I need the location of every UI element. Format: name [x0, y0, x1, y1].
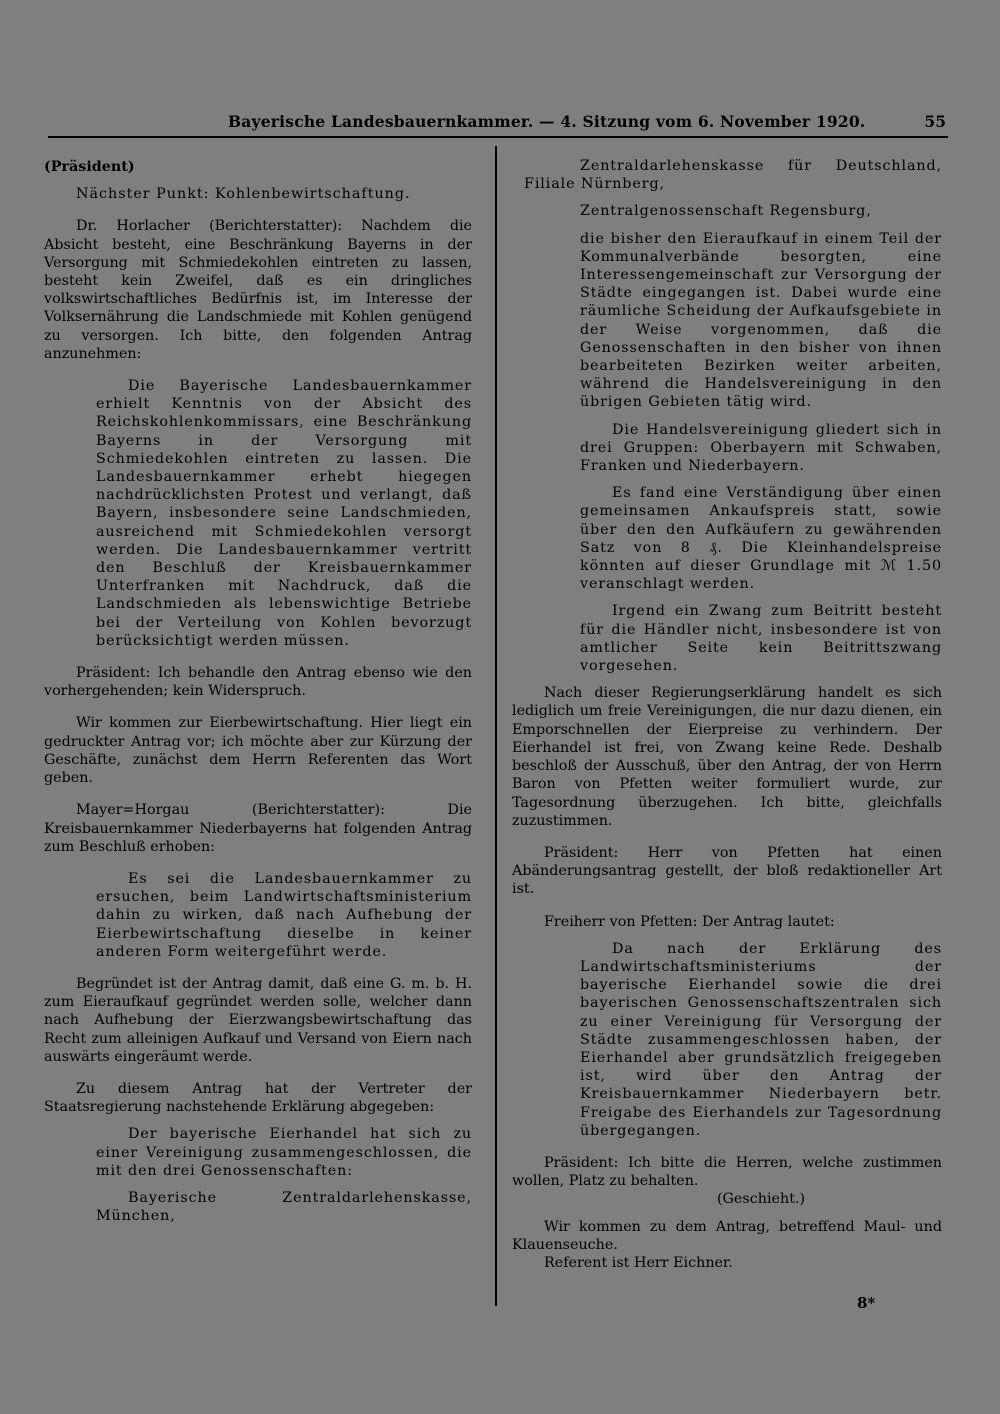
- signature-mark: 8*: [857, 1294, 876, 1312]
- quoted-declaration: Der bayerische Eierhandel hat sich zu einer Vereinigung zusammengeschlossen, die mit den drei Genossenschaften:: [96, 1126, 472, 1179]
- paragraph: Referent ist Herr Eichner.: [544, 1254, 733, 1271]
- quoted-declaration: Zentralgenossenschaft Regensburg,: [580, 203, 872, 220]
- header-title: Bayerische Landesbauernkammer. — 4. Sitzung vom 6. November 1920.: [228, 112, 866, 131]
- quoted-declaration: Es fand eine Verständigung über einen gemeinsamen Ankaufspreis statt, sowie über den den Aufkäufern zu gewährenden Satz von 8 ₰. Die Kleinhandelspreise könnten auf dieser Grundlage mit ℳ 1.50 veranschlagt werden.: [580, 485, 942, 593]
- paragraph: Präsident: Herr von Pfetten hat einen Abänderungsantrag gestellt, der bloß redaktioneller Art ist.: [512, 844, 942, 898]
- paragraph: Begründet ist der Antrag damit, daß eine G. m. b. H. zum Eieraufkauf gegründet werden solle, welcher dann nach Aufhebung der Eierzwangsbewirtschaftung das Recht zum alleinigen Aufkauf und Versand von Eiern nach auswärts eingeräumt werde.: [44, 975, 472, 1065]
- paragraph: Nach dieser Regierungserklärung handelt es sich lediglich um freie Vereinigungen, die nur dazu dienen, ein Emporschnellen der Eierpreise zu verhindern. Der Eierhandel ist frei, von Zwang keine Rede. Deshalb beschloß der Ausschuß, über den Antrag, der von Herrn Baron von Pfetten weiter formuliert wurde, zur Tagesordnung überzugehen. Ich bitte, gleichfalls zuzustimmen.: [512, 685, 942, 829]
- quoted-declaration: Irgend ein Zwang zum Beitritt besteht für die Händler nicht, insbesondere ist von amtlicher Seite kein Beitrittszwang vorgesehen.: [580, 603, 942, 675]
- quoted-declaration: die bisher den Eieraufkauf in einem Teil der Kommunalverbände besorgten, eine Interessengemeinschaft zur Versorgung der Städte eingegangen ist. Dabei wurde eine räumliche Scheidung der Aufkaufsgebiete in der Weise vorgenommen, daß die Genossenschaften in den bisher von ihnen bearbeiteten Bezirken weiter arbeiten, während die Handelsvereinigung in den übrigen Gebieten tätig wird.: [580, 230, 942, 411]
- quoted-motion: Es sei die Landesbauernkammer zu ersuchen, beim Landwirtschaftsministerium dahin zu wirken, daß nach Aufhebung der Eierbewirtschaftung dieselbe in keiner anderen Form weitergeführt werde.: [96, 870, 472, 960]
- quoted-declaration: Zentraldarlehenskasse für Deutschland, Filiale Nürnberg,: [524, 158, 942, 193]
- page-number: 55: [924, 112, 946, 131]
- agenda-item: Nächster Punkt: Kohlenbewirtschaftung.: [76, 186, 411, 203]
- interjection: (Geschieht.): [716, 1191, 806, 1208]
- paragraph: Wir kommen zu dem Antrag, betreffend Maul- und Klauenseuche.: [512, 1218, 942, 1253]
- left-column: [44, 158, 472, 1225]
- paragraph: Präsident: Ich behandle den Antrag ebenso wie den vorhergehenden; kein Widerspruch.: [44, 665, 472, 700]
- quoted-motion: Da nach der Erklärung des Landwirtschaftsministeriums der bayerische Eierhandel sowie die drei bayerischen Genossenschaftszentralen sich zu einer Vereinigung für Versorgung der Städte zusammengeschlossen haben, der Eierhandel aber grundsätzlich freigegeben ist, wird über den Antrag der Kreisbauernkammer Niederbayern betr. Freigabe des Eierhandels zur Tagesordnung übergegangen.: [580, 940, 942, 1139]
- quoted-motion: Die Bayerische Landesbauernkammer erhielt Kenntnis von der Absicht des Reichskohlenkommissars, eine Beschränkung Bayerns in der Versorgung mit Schmiedekohlen eintreten zu lassen. Die Landesbauernkammer erhebt hiegegen nachdrücklichsten Protest und verlangt, daß Bayern, insbesondere seine Landschmieden, ausreichend mit Schmiedekohlen versorgt werden. Die Landesbauernkammer vertritt den Beschluß der Kreisbauernkammer Unterfranken mit Nachdruck, daß die Landschmieden als lebenswichtige Betriebe bei der Verteilung von Kohlen bevorzugt berücksichtigt werden müssen.: [96, 378, 472, 649]
- paragraph: Zu diesem Antrag hat der Vertreter der Staatsregierung nachstehende Erklärung abgegeben:: [44, 1080, 472, 1116]
- paragraph: Präsident: Ich bitte die Herren, welche zustimmen wollen, Platz zu behalten.: [512, 1154, 942, 1190]
- column-divider: [495, 146, 497, 1306]
- running-header: [48, 112, 948, 138]
- quoted-declaration: Die Handelsvereinigung gliedert sich in drei Gruppen: Oberbayern mit Schwaben, Franken und Niederbayern.: [580, 421, 942, 475]
- speaker-note: (Präsident): [44, 159, 135, 175]
- header-rule: [48, 136, 948, 138]
- paragraph: Freiherr von Pfetten: Der Antrag lautet:: [544, 913, 835, 930]
- quoted-declaration: Bayerische Zentraldarlehenskasse, München,: [96, 1189, 472, 1225]
- paragraph: Mayer=Horgau (Berichterstatter): Die Kreisbauernkammer Niederbayerns hat folgenden Antrag zum Beschluß erhoben:: [44, 802, 472, 855]
- paragraph: Wir kommen zur Eierbewirtschaftung. Hier liegt ein gedruckter Antrag vor; ich möchte aber zur Kürzung der Geschäfte, zunächst dem Herrn Referenten das Wort geben.: [44, 715, 472, 787]
- right-column: [512, 157, 942, 1272]
- paragraph: Dr. Horlacher (Berichterstatter): Nachdem die Absicht besteht, eine Beschränkung Bayerns in der Versorgung mit Schmiedekohlen eintreten zu lassen, besteht kein Zweifel, daß es ein dringliches volkswirtschaftliches Bedürfnis ist, im Interesse der Volksernährung die Landschmiede mit Kohlen genügend zu versorgen. Ich bitte, den folgenden Antrag anzunehmen:: [44, 218, 472, 362]
